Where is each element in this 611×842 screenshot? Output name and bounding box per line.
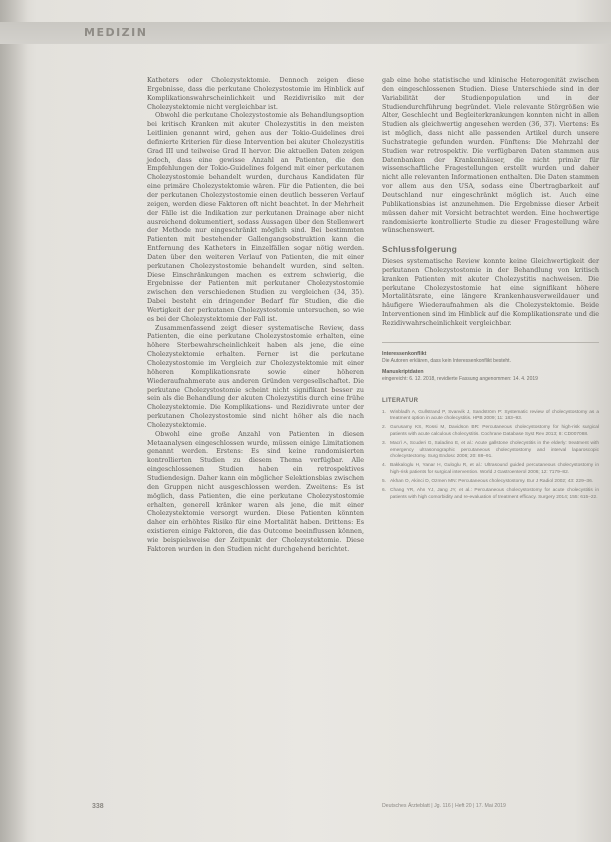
conclusion-text: Dieses systematische Review konnte keine Gleichwertigkeit der perkutanen Cholezystostomie in der Behandlung von kritisch kranken Patienten mit akuter Cholezystitis nachweisen. Die perkutane Cholezystostomie hat eine signifikant höhere Mortalitätsrate, eine längere Krankenhausverweildauer und häufigere Wiederaufnahmen als die Cholezystektomie. Beide Interventionen sind im Hinblick auf die Komplikationsrate und die Rezidivwahrscheinlichkeit vergleichbar.: [382, 257, 599, 327]
reference-item: 2. Gurusamy KS, Rossi M, Davidson BR: Percutaneous cholecystostomy for high-risk surgical patients with acute calculous cholecystitis. Cochrane Database Syst Rev 2013; 8: CD007088.: [382, 425, 599, 437]
section-label: MEDIZIN: [84, 26, 148, 39]
reference-item: 6. Chang YR, Ahn YJ, Jang JY, et al.: Percutaneous cholecystostomy for acute cholecystitis in patients with high comorbidity and re-evaluation of treatment efficacy. Surgery 2014; 155: 615–22.: [382, 488, 599, 500]
reference-item: 5. Akhan O, Akinci D, Ozmen MN: Percutaneous cholecystostomy. Eur J Radiol 2002; 43: 229–36.: [382, 478, 594, 484]
reference-list: [382, 410, 599, 502]
conflict-heading: Interessenkonflikt: [382, 350, 427, 357]
conclusion-heading: Schlussfolgerung: [382, 244, 457, 255]
scan-shadow: [0, 0, 28, 842]
dates-text: eingereicht: 6. 12. 2018, revidierte Fassung angenommen: 14. 4. 2019: [382, 375, 538, 382]
dates-heading: Manuskriptdaten: [382, 368, 424, 375]
conflict-text: Die Autoren erklären, dass kein Interessenkonflikt besteht.: [382, 357, 511, 364]
journal-footer: Deutsches Ärzteblatt | Jg. 116 | Heft 20 | 17. Mai 2019: [382, 803, 506, 809]
paragraph: gab eine hohe statistische und klinische Heterogenität zwischen den eingeschlossenen Studien. Diese Unterschiede sind in der Variabilität der Studienpopulation und in der Studiendurchführung begründet. Viele relevante Störgrößen wie Alter, Geschlecht und Begleiterkrankungen konnten nicht in allen Studien als gleichwertig angesehen werden (36, 37). Viertens: Es ist möglich, dass nicht alle passenden Artikel durch unsere Suchstrategie gefunden wurden. Fünftens: Die Mehrzahl der Studien war retrospektiv. Die verfügbaren Daten stammen aus Datenbanken der Krankenhäuser, die nicht primär für wissenschaftliche Fragestellungen erstellt wurden und daher nicht alle relevanten Informationen enthalten. Die Daten stammen vor allem aus den USA, sodass eine Übertragbarkeit auf Deutschland nur eingeschränkt möglich ist. Auch eine Publikationsbias ist anzunehmen. Die Ergebnisse dieser Arbeit müssen daher mit Vorsicht betrachtet werden. Eine hochwertige randomisierte kontrollierte Studie zu dieser Fragestellung wäre wünschenswert.: [382, 76, 599, 235]
reference-item: 4. Bakkaloglu H, Yanar H, Guloglu R, et al.: Ultrasound guided percutaneous cholecystostomy in high-risk patients for surgical intervention. World J Gastroenterol 2006; 12: 7179–82.: [382, 463, 599, 475]
paragraph: Obwohl eine große Anzahl von Patienten in diesen Metaanalysen eingeschlossen wurde, müssen einige Limitationen genannt werden. Erstens: Es sind keine randomisierten kontrollierten Studien zu diesem Thema verfügbar. Alle eingeschlossenen Studien haben ein retrospektives Studiendesign. Daher kann ein möglicher Selektionsbias zwischen den Gruppen nicht ausgeschlossen werden. Zweitens: Es ist möglich, dass Patienten, die eine perkutane Cholezystostomie erhalten, generell kränker waren als jene, die mit einer Cholezystektomie versorgt wurden. Diese Patienten könnten daher ein erhöhtes Risiko für eine Mortalität haben. Drittens: Es existieren einige Faktoren, die das Outcome beeinflussen können, wie beispielsweise der Zeitpunkt der Cholezystektomie. Diese Faktoren wurden in den Studien nicht durchgehend berichtet.: [147, 429, 364, 553]
left-column: [147, 76, 364, 554]
paragraph: Zusammenfassend zeigt dieser systematische Review, dass Patienten, die eine perkutane Cholezystostomie erhalten, eine höhere Sterbewahrscheinlichkeit haben als jene, die eine Cholezystektomie erhalten. Ferner ist die perkutane Cholezystostomie im Vergleich zur Cholezystektomie mit einer höheren Komplikationsrate sowie einer höheren Wiederaufnahmerate aus anderen Gründen vergesellschaftet. Die perkutane Cholezystostomie scheint nicht signifikant besser zu sein als die Behandlung der akuten Cholezystitis durch eine frühe Cholezystektomie. Die Komplikations- und Rezidivrate unter der perkutanen Cholezystostomie sind nicht höher als die nach Cholezystektomie.: [147, 323, 364, 429]
page-number: 338: [92, 803, 104, 810]
paragraph: Katheters oder Cholezystektomie. Dennoch zeigen diese Ergebnisse, dass die perkutane Cholezystostomie im Hinblick auf Komplikationswahrscheinlichkeit und Rezidivrisiko mit der Cholezystektomie nicht vergleichbar ist.: [147, 76, 364, 111]
paragraph: Obwohl die perkutane Cholezystostomie als Behandlungsoption bei kritisch Kranken mit akuter Cholezystitis in den meisten Leitlinien genannt wird, gehen aus der Tokio-Guidelines drei definierte Kriterien für diese Intervention bei akuter Cholezystitis Grad III und teilweise Grad II hervor. Die aktuellen Daten zeigen jedoch, dass eine gewisse Anzahl an Patienten, die den Empfehlungen der Tokio-Guidelines folgend mit einer perkutanen Cholezystostomie behandelt wurden, durchaus Kandidaten für eine primäre Cholezystektomie wären. Für die Patienten, die bei der perkutanen Cholezystostomie einen deutlich besseren Verlauf zeigen, werden diese Faktoren oft nicht beachtet. In der Mehrheit der Fälle ist die Indikation zur perkutanen Drainage aber nicht ausreichend dokumentiert, sodass Aussagen über den Stellenwert der Methode nur eingeschränkt möglich sind. Bei bestimmten Patienten mit bestehender Gallengangsobstruktion kann die Entfernung des Katheters in Einzelfällen sogar nötig werden. Daten über den weiteren Verlauf von Patienten, die mit einer perkutanen Cholezystostomie behandelt wurden, sind selten. Diese Einschränkungen machen es extrem schwierig, die Ergebnisse der Patienten mit perkutaner Cholezystostomie zwischen den verschiedenen Studien zu vergleichen (34, 35). Dabei besteht ein dringender Bedarf für Studien, die die Wertigkeit der perkutanen Cholezystostomie untersuchen, so wie es bei der Cholezystektomie der Fall ist.: [147, 111, 364, 323]
right-column: [382, 76, 599, 504]
literature-heading: LITERATUR: [382, 397, 419, 404]
reference-item: 3. Macrì A, Scuderi G, Saladino E, et al.: Acute gallstone cholecystitis in the elderly: treatment with emergency ultrasonographic percutaneous cholecystostomy and interval laparoscopic cholecystectomy. Surg Endosc 2006; 20: 88–91.: [382, 441, 599, 460]
reference-item: 1. Winbladh A, Gullstrand P, Svanvik J, Sandström P: Systematic review of cholecystostomy as a treatment option in acute cholecystitis. HPB 2009; 11: 183–93.: [382, 409, 599, 422]
meta-box: [382, 342, 599, 383]
